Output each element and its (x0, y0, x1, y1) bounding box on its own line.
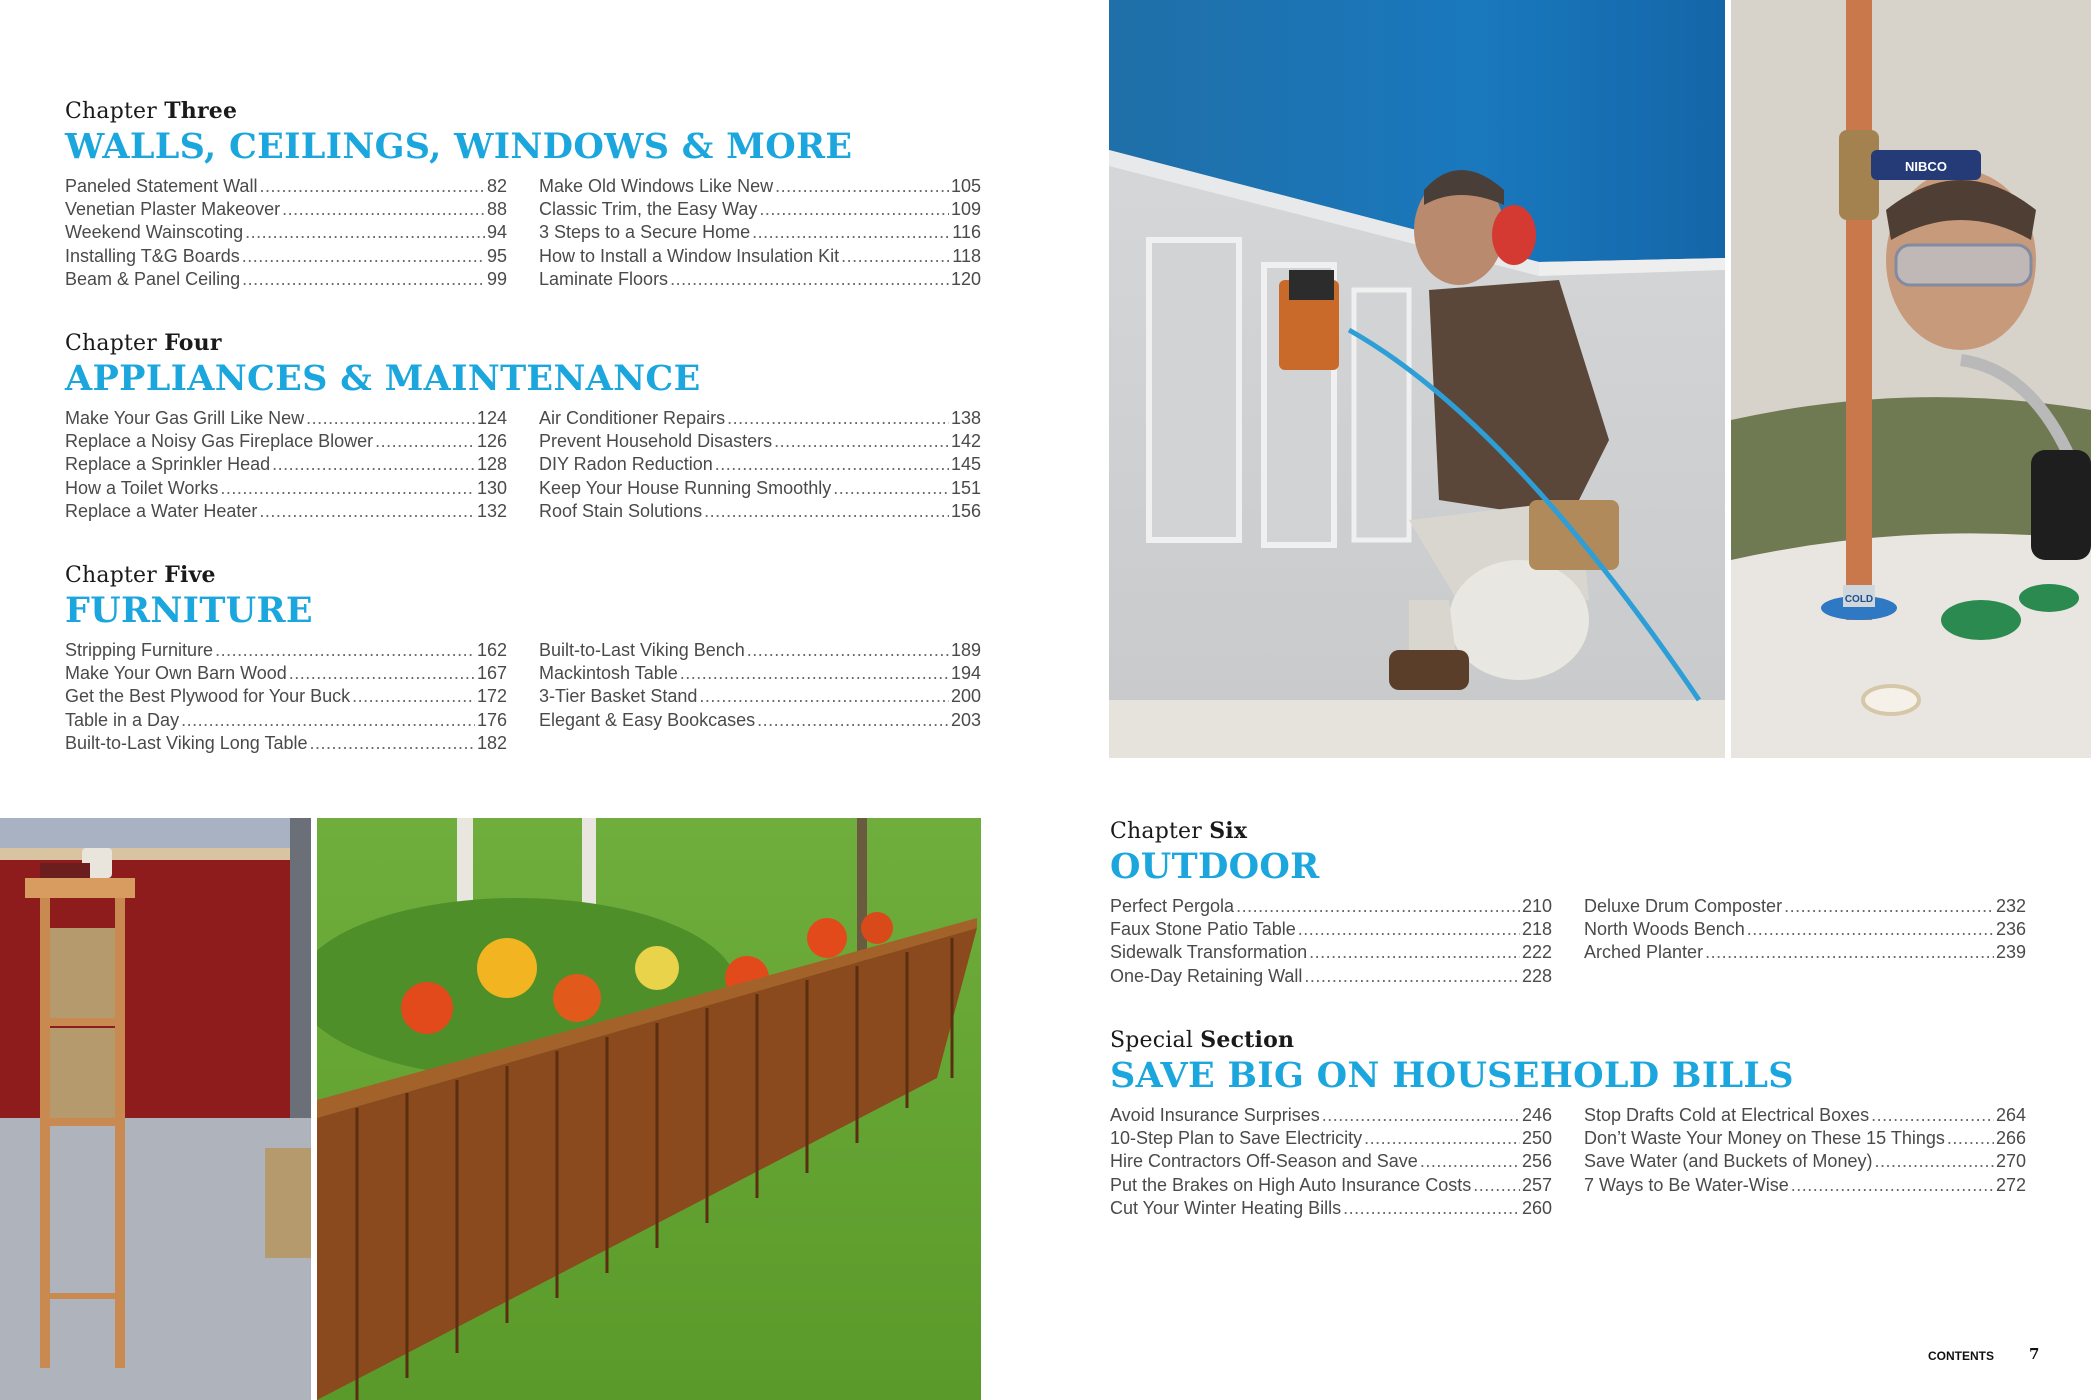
toc-entry[interactable]: Weekend Wainscoting ..... 94 (65, 221, 507, 244)
toc-entry[interactable]: Air Conditioner Repairs ..... 138 (539, 407, 981, 430)
toc-entry[interactable]: Make Your Gas Grill Like New ..... 124 (65, 407, 507, 430)
toc-entry[interactable]: Stop Drafts Cold at Electrical Boxes ..... 264 (1584, 1104, 2026, 1127)
toc-entry[interactable]: Save Water (and Buckets of Money) ..... 270 (1584, 1150, 2026, 1173)
chapter-six (1110, 818, 2026, 988)
toc-column-left (1110, 1104, 1552, 1220)
toc-entry[interactable]: Beam & Panel Ceiling ..... 99 (65, 268, 507, 291)
toc-entry[interactable]: Built-to-Last Viking Long Table ..... 182 (65, 732, 507, 755)
toc-column-left (65, 639, 507, 755)
toc-entry[interactable]: Built-to-Last Viking Bench ..... 189 (539, 639, 981, 662)
toc-entry[interactable]: Avoid Insurance Surprises ..... 246 (1110, 1104, 1552, 1127)
toc-entry[interactable]: Make Old Windows Like New ..... 105 (539, 175, 981, 198)
basket-stand-photo-illustration (0, 818, 311, 1400)
toc-entry[interactable]: Put the Brakes on High Auto Insurance Costs ..... 257 (1110, 1174, 1552, 1197)
toc-entry[interactable]: Stripping Furniture ..... 162 (65, 639, 507, 662)
toc-entry[interactable]: How to Install a Window Insulation Kit ..... 118 (539, 245, 981, 268)
toc-entry[interactable]: Prevent Household Disasters ..... 142 (539, 430, 981, 453)
photo-retaining-wall (317, 818, 981, 1400)
toc-entry[interactable]: Perfect Pergola ..... 210 (1110, 895, 1552, 918)
wainscoting-photo-illustration (1109, 0, 1725, 758)
toc-entry[interactable]: Replace a Noisy Gas Fireplace Blower ..... 126 (65, 430, 507, 453)
chapter-title: SAVE BIG ON HOUSEHOLD BILLS (1110, 1055, 1794, 1096)
retaining-wall-photo-illustration (317, 818, 981, 1400)
toc-entry[interactable]: Cut Your Winter Heating Bills ..... 260 (1110, 1197, 1552, 1220)
toc-entry[interactable]: 10-Step Plan to Save Electricity ..... 250 (1110, 1127, 1552, 1150)
toc-column-right (539, 639, 981, 755)
toc-entry[interactable]: How a Toilet Works ..... 130 (65, 477, 507, 500)
chapter-five (65, 562, 981, 755)
toc-entry[interactable]: North Woods Bench ..... 236 (1584, 918, 2026, 941)
toc-entry[interactable]: Laminate Floors ..... 120 (539, 268, 981, 291)
chapter-title: OUTDOOR (1110, 846, 1320, 887)
svg-text:COLD: COLD (1844, 594, 1874, 605)
chapter-title: FURNITURE (65, 590, 313, 631)
chapter-kicker: Chapter Four (65, 330, 222, 356)
special-section (1110, 1027, 2026, 1220)
toc-entry[interactable]: 3-Tier Basket Stand ..... 200 (539, 685, 981, 708)
chapter-three (65, 98, 981, 291)
toc-entry[interactable]: DIY Radon Reduction ..... 145 (539, 453, 981, 476)
toc-entry[interactable]: Get the Best Plywood for Your Buck ..... 172 (65, 685, 507, 708)
toc-entry[interactable]: Mackintosh Table ..... 194 (539, 662, 981, 685)
toc-entry[interactable]: Don’t Waste Your Money on These 15 Things ..... 266 (1584, 1127, 2026, 1150)
toc-entry[interactable]: Classic Trim, the Easy Way ..... 109 (539, 198, 981, 221)
chapter-kicker: Chapter Three (65, 98, 238, 124)
toc-entry[interactable]: Faux Stone Patio Table ..... 218 (1110, 918, 1552, 941)
toc-entry[interactable]: Keep Your House Running Smoothly ..... 151 (539, 477, 981, 500)
toc-entry[interactable]: Paneled Statement Wall ..... 82 (65, 175, 507, 198)
chapter-four (65, 330, 981, 523)
toc-entry[interactable]: 3 Steps to a Secure Home ..... 116 (539, 221, 981, 244)
toc-entry[interactable]: 7 Ways to Be Water-Wise ..... 272 (1584, 1174, 2026, 1197)
chapter-title: APPLIANCES & MAINTENANCE (65, 358, 701, 399)
toc-column-right (1584, 1104, 2026, 1220)
footer-section-label: CONTENTS (1928, 1349, 1994, 1363)
photo-wainscoting (1109, 0, 1725, 758)
toc-column-left (65, 407, 507, 523)
plumbing-photo-illustration (1731, 0, 2091, 758)
toc-column-right (1584, 895, 2026, 988)
toc-entry[interactable]: One-Day Retaining Wall ..... 228 (1110, 965, 1552, 988)
photo-basket-stand (0, 818, 311, 1400)
toc-entry[interactable]: Arched Planter ..... 239 (1584, 941, 2026, 964)
toc-entry[interactable]: Replace a Sprinkler Head ..... 128 (65, 453, 507, 476)
toc-entry[interactable]: Venetian Plaster Makeover ..... 88 (65, 198, 507, 221)
photo-plumbing (1731, 0, 2091, 758)
chapter-kicker: Chapter Six (1110, 818, 1248, 844)
toc-entry[interactable]: Table in a Day ..... 176 (65, 709, 507, 732)
toc-column-left (65, 175, 507, 291)
svg-text:NIBCO: NIBCO (1905, 159, 1947, 174)
toc-entry[interactable]: Deluxe Drum Composter ..... 232 (1584, 895, 2026, 918)
toc-entry[interactable]: Sidewalk Transformation ..... 222 (1110, 941, 1552, 964)
toc-entry[interactable]: Roof Stain Solutions ..... 156 (539, 500, 981, 523)
toc-entry[interactable]: Elegant & Easy Bookcases ..... 203 (539, 709, 981, 732)
page-number: 7 (2029, 1345, 2040, 1363)
toc-column-right (539, 175, 981, 291)
toc-column-right (539, 407, 981, 523)
toc-entry[interactable]: Installing T&G Boards ..... 95 (65, 245, 507, 268)
chapter-title: WALLS, CEILINGS, WINDOWS & MORE (65, 126, 853, 167)
chapter-kicker: Special Section (1110, 1027, 1295, 1053)
toc-entry[interactable]: Hire Contractors Off-Season and Save ..... 256 (1110, 1150, 1552, 1173)
toc-entry[interactable]: Make Your Own Barn Wood ..... 167 (65, 662, 507, 685)
chapter-kicker: Chapter Five (65, 562, 216, 588)
toc-column-left (1110, 895, 1552, 988)
toc-entry[interactable]: Replace a Water Heater ..... 132 (65, 500, 507, 523)
